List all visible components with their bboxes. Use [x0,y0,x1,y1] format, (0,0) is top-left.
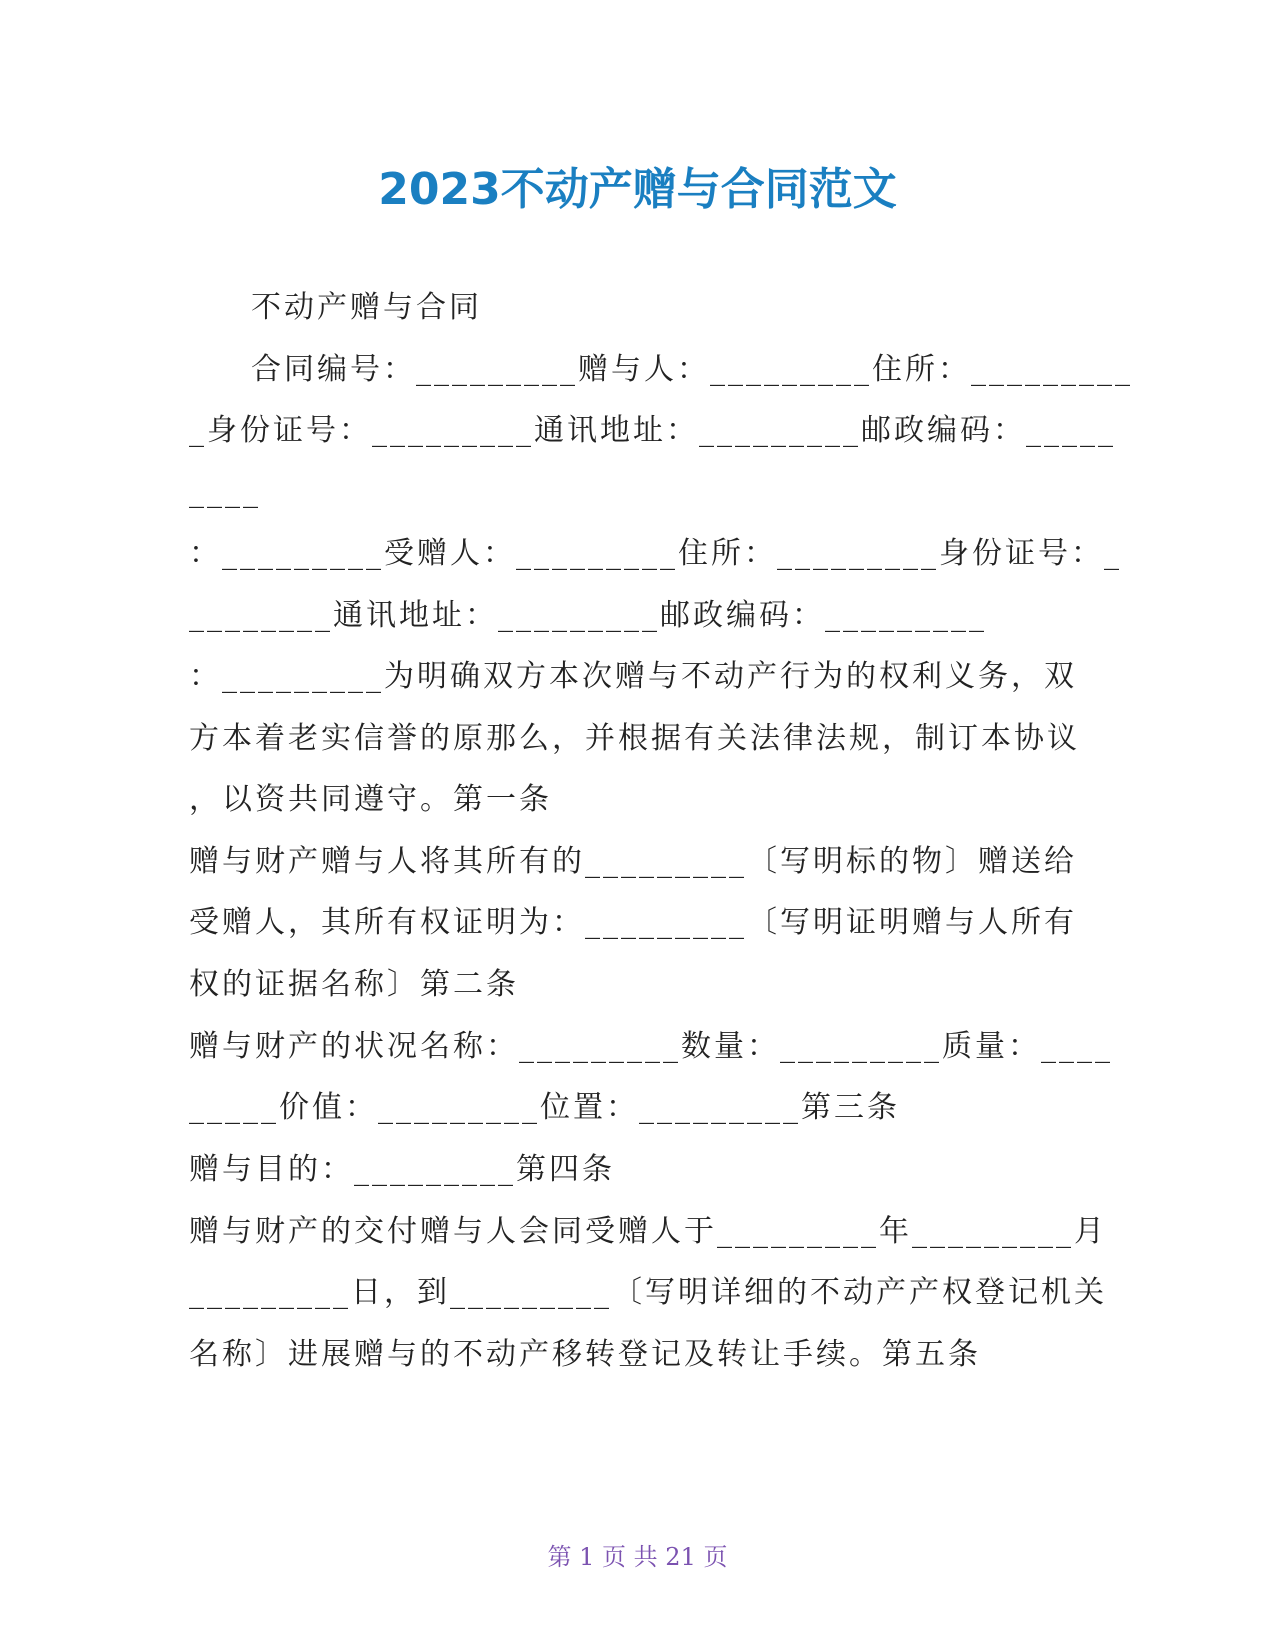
document-title: 2023不动产赠与合同范文 [378,164,897,215]
body-line: 合同编号：_________赠与人：_________住所：_________ [251,352,1133,387]
body-line: 赠与财产赠与人将其所有的_________〔写明标的物〕赠送给 [189,844,1077,879]
body-line: ：_________为明确双方本次赠与不动产行为的权利义务，双 [189,659,1077,694]
body-line: 受赠人，其所有权证明为：_________〔写明证明赠与人所有 [189,905,1077,940]
body-line: 方本着老实信誉的原那么，并根据有关法律法规，制订本协议 [189,721,1080,756]
body-line: _身份证号：_________通讯地址：_________邮政编码：_____ [189,413,1116,448]
body-line: 赠与财产的状况名称：_________数量：_________质量：____ [189,1029,1113,1064]
body-line: ，以资共同遵守。第一条 [189,782,552,817]
body-line: ____ [189,474,261,509]
body-line: 赠与目的：_________第四条 [189,1152,615,1187]
body-line: 赠与财产的交付赠与人会同受赠人于_________年_________月 [189,1214,1107,1249]
body-line: 名称〕进展赠与的不动产移转登记及转让手续。第五条 [189,1337,981,1372]
body-line: ________通讯地址：_________邮政编码：_________ [189,598,987,633]
page-number-footer: 第 1 页 共 21 页 [547,1543,728,1571]
contract-heading: 不动产赠与合同 [251,290,482,325]
body-line: 权的证据名称〕第二条 [189,967,519,1002]
body-line: _________日，到_________〔写明详细的不动产产权登记机关 [189,1275,1107,1310]
body-line: ：_________受赠人：_________住所：_________身份证号：_ [189,536,1122,571]
body-line: _____价值：_________位置：_________第三条 [189,1090,900,1125]
